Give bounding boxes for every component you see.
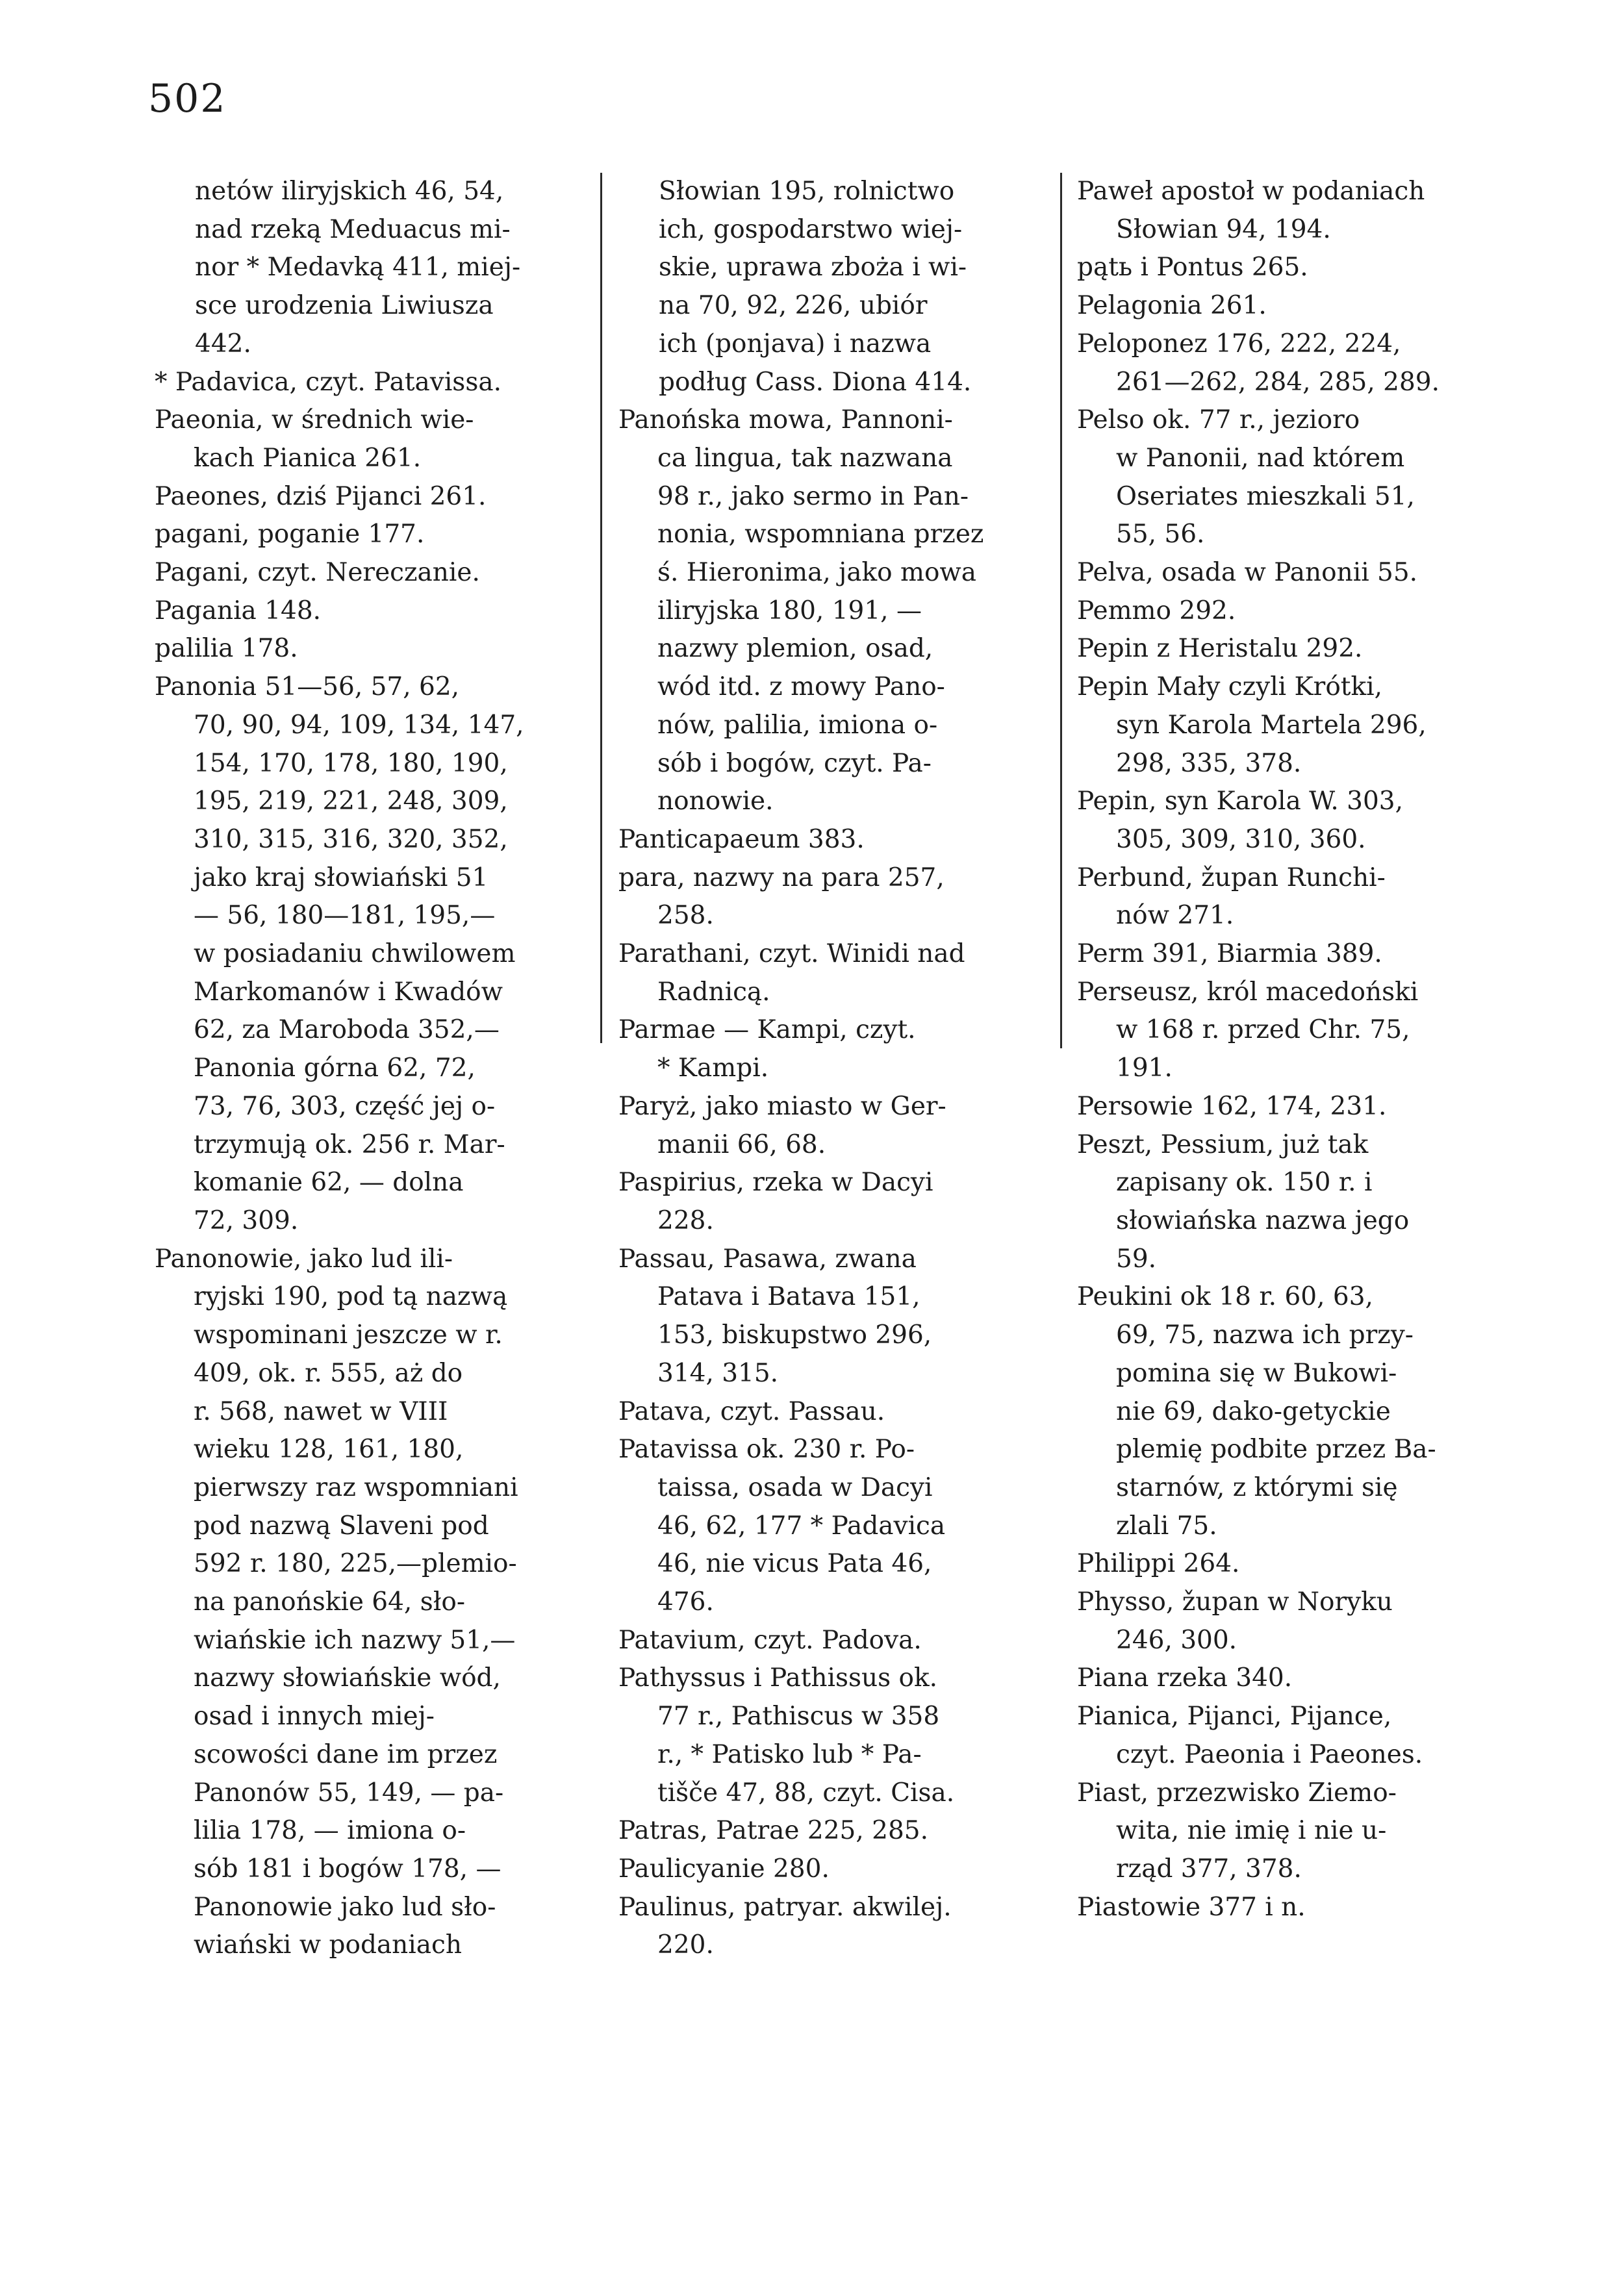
- index-entry-continuation: netów iliryjskich 46, 54, nad rzeką Meduacus mi- nor * Medavką 411, miej- sce urodzenia Liwiusza 442.: [195, 177, 521, 359]
- index-entry: Panticapaeum 383.: [618, 824, 865, 854]
- index-entry: Panonowie, jako lud ili- ryjski 190, pod tą nazwą wspominani jeszcze w r. 409, ok. r. 555, aż do r. 568, nawet w VIII wieku 128, 161, 180, pierwszy raz wspomniani pod nazwą Slaveni pod 592 r. 180, 225,—plemio- na panońskie 64, sło- wiańskie ich nazwy 51,— nazwy słowiańskie wód, osad i innych miej- scowości dane im przez Panonów 55, 149, — pa- lilia 178, — imiona o- sób 181 i bogów 178, — Panonowie jako lud sło- wiański w podaniach: [155, 1244, 518, 1960]
- index-entry: Piast, przezwisko Ziemo- wita, nie imię i nie u- rząd 377, 378.: [1077, 1778, 1397, 1884]
- index-entry: Paryż, jako miasto w Ger- manii 66, 68.: [618, 1091, 946, 1159]
- index-entry: Pepin z Heristalu 292.: [1077, 634, 1363, 664]
- index-entry: * Padavica, czyt. Patavissa.: [155, 367, 501, 397]
- index-entry: Patava, czyt. Passau.: [618, 1396, 885, 1426]
- index-entry: Patras, Patrae 225, 285.: [618, 1816, 928, 1846]
- index-entry: Paeones, dziś Pijanci 261.: [155, 481, 487, 511]
- index-entry: Physso, župan w Noryku 246, 300.: [1077, 1587, 1393, 1655]
- index-entry: Pagani, czyt. Nereczanie.: [155, 558, 480, 588]
- index-entry: pagani, poganie 177.: [155, 520, 425, 549]
- index-entry: Peukini ok 18 r. 60, 63, 69, 75, nazwa ich przy- pomina się w Bukowi- nie 69, dako-getyckie plemię podbite przez Ba- starnów, z którymi się zlali 75.: [1077, 1282, 1436, 1541]
- index-entry-continuation: Słowian 195, rolnictwo ich, gospodarstwo wiej- skie, uprawa zboża i wi- na 70, 92, 226, ubiór ich (ponjava) i nazwa podług Cass. Diona 414.: [659, 177, 972, 397]
- index-entry: Paeonia, w średnich wie- kach Pianica 261.: [155, 405, 474, 473]
- index-entry: Peszt, Pessium, już tak zapisany ok. 150 r. i słowiańska nazwa jego 59.: [1077, 1129, 1410, 1274]
- index-entry: Pelso ok. 77 r., jezioro w Panonii, nad którem Oseriates mieszkali 51, 55, 56.: [1077, 405, 1415, 549]
- index-entry: Parathani, czyt. Winidi nad Radnicą.: [618, 939, 965, 1007]
- index-entry: Pemmo 292.: [1077, 596, 1236, 625]
- index-entry: Piana rzeka 340.: [1077, 1663, 1293, 1693]
- index-entry: Parmae — Kampi, czyt. * Kampi.: [618, 1015, 916, 1083]
- column-divider-2: [1060, 173, 1062, 1048]
- page-number: 502: [148, 76, 227, 121]
- index-entry: Piastowie 377 i n.: [1077, 1892, 1306, 1922]
- index-entry: Pelagonia 261.: [1077, 291, 1267, 321]
- index-column-3: [1077, 173, 1517, 1926]
- index-entry: Philippi 264.: [1077, 1549, 1240, 1579]
- index-entry: Pepin, syn Karola W. 303, 305, 309, 310, 360.: [1077, 787, 1404, 854]
- index-entry: palilia 178.: [155, 634, 298, 664]
- index-column-1: [155, 173, 589, 1965]
- index-entry: Perseusz, król macedoński w 168 r. przed Chr. 75, 191.: [1077, 977, 1419, 1083]
- index-entry: Pianica, Pijanci, Pijance, czyt. Paeonia i Paeones.: [1077, 1702, 1423, 1769]
- index-entry: Perbund, župan Runchi- nów 271.: [1077, 863, 1386, 931]
- index-entry: Peloponez 176, 222, 224, 261—262, 284, 285, 289.: [1077, 329, 1440, 397]
- index-entry: Panońska mowa, Pannoni- ca lingua, tak nazwana 98 r., jako sermo in Pan- nonia, wspomniana przez ś. Hieronima, jako mowa iliryjska 180, 191, — nazwy plemion, osad, wód itd. z mowy Pano- nów, palilia, imiona o- sób i bogów, czyt. Pa- nonowie.: [618, 405, 984, 816]
- index-entry: Pelva, osada w Panonii 55.: [1077, 558, 1418, 588]
- index-entry: Paweł apostoł w podaniach Słowian 94, 194.: [1077, 177, 1425, 244]
- index-entry: Paspirius, rzeka w Dacyi 228.: [618, 1168, 933, 1235]
- index-entry: Pathyssus i Pathissus ok. 77 r., Pathiscus w 358 r., * Patisko lub * Pa- tišče 47, 88, czyt. Cisa.: [618, 1663, 955, 1808]
- index-entry: Persowie 162, 174, 231.: [1077, 1091, 1387, 1121]
- index-entry: Paulicyanie 280.: [618, 1854, 830, 1884]
- index-entry: Patavium, czyt. Padova.: [618, 1625, 922, 1655]
- index-column-2: [618, 173, 1048, 1965]
- index-entry: Paulinus, patryar. akwilej. 220.: [618, 1892, 952, 1960]
- index-entry: Patavissa ok. 230 r. Po- taissa, osada w Dacyi 46, 62, 177 * Padavica 46, nie vicus Pata 46, 476.: [618, 1435, 946, 1617]
- index-entry: Perm 391, Biarmia 389.: [1077, 939, 1382, 969]
- index-entry: Panonia 51—56, 57, 62, 70, 90, 94, 109, 134, 147, 154, 170, 178, 180, 190, 195, 219, 221, 248, 309, 310, 315, 316, 320, 352, jako kraj słowiański 51 — 56, 180—181, 195,— w posiadaniu chwilowem Markomanów i Kwadów 62, za Maroboda 352,— Panonia górna 62, 72, 73, 76, 303, część jej o- trzymują ok. 256 r. Mar- komanie 62, — dolna 72, 309.: [155, 672, 524, 1235]
- index-entry: pątь i Pontus 265.: [1077, 253, 1308, 283]
- index-entry: Pagania 148.: [155, 596, 322, 625]
- column-divider-1: [600, 173, 602, 1043]
- index-entry: Passau, Pasawa, zwana Patava i Batava 151, 153, biskupstwo 296, 314, 315.: [618, 1244, 932, 1388]
- index-entry: para, nazwy na para 257, 258.: [618, 863, 945, 931]
- index-entry: Pepin Mały czyli Krótki, syn Karola Martela 296, 298, 335, 378.: [1077, 672, 1427, 778]
